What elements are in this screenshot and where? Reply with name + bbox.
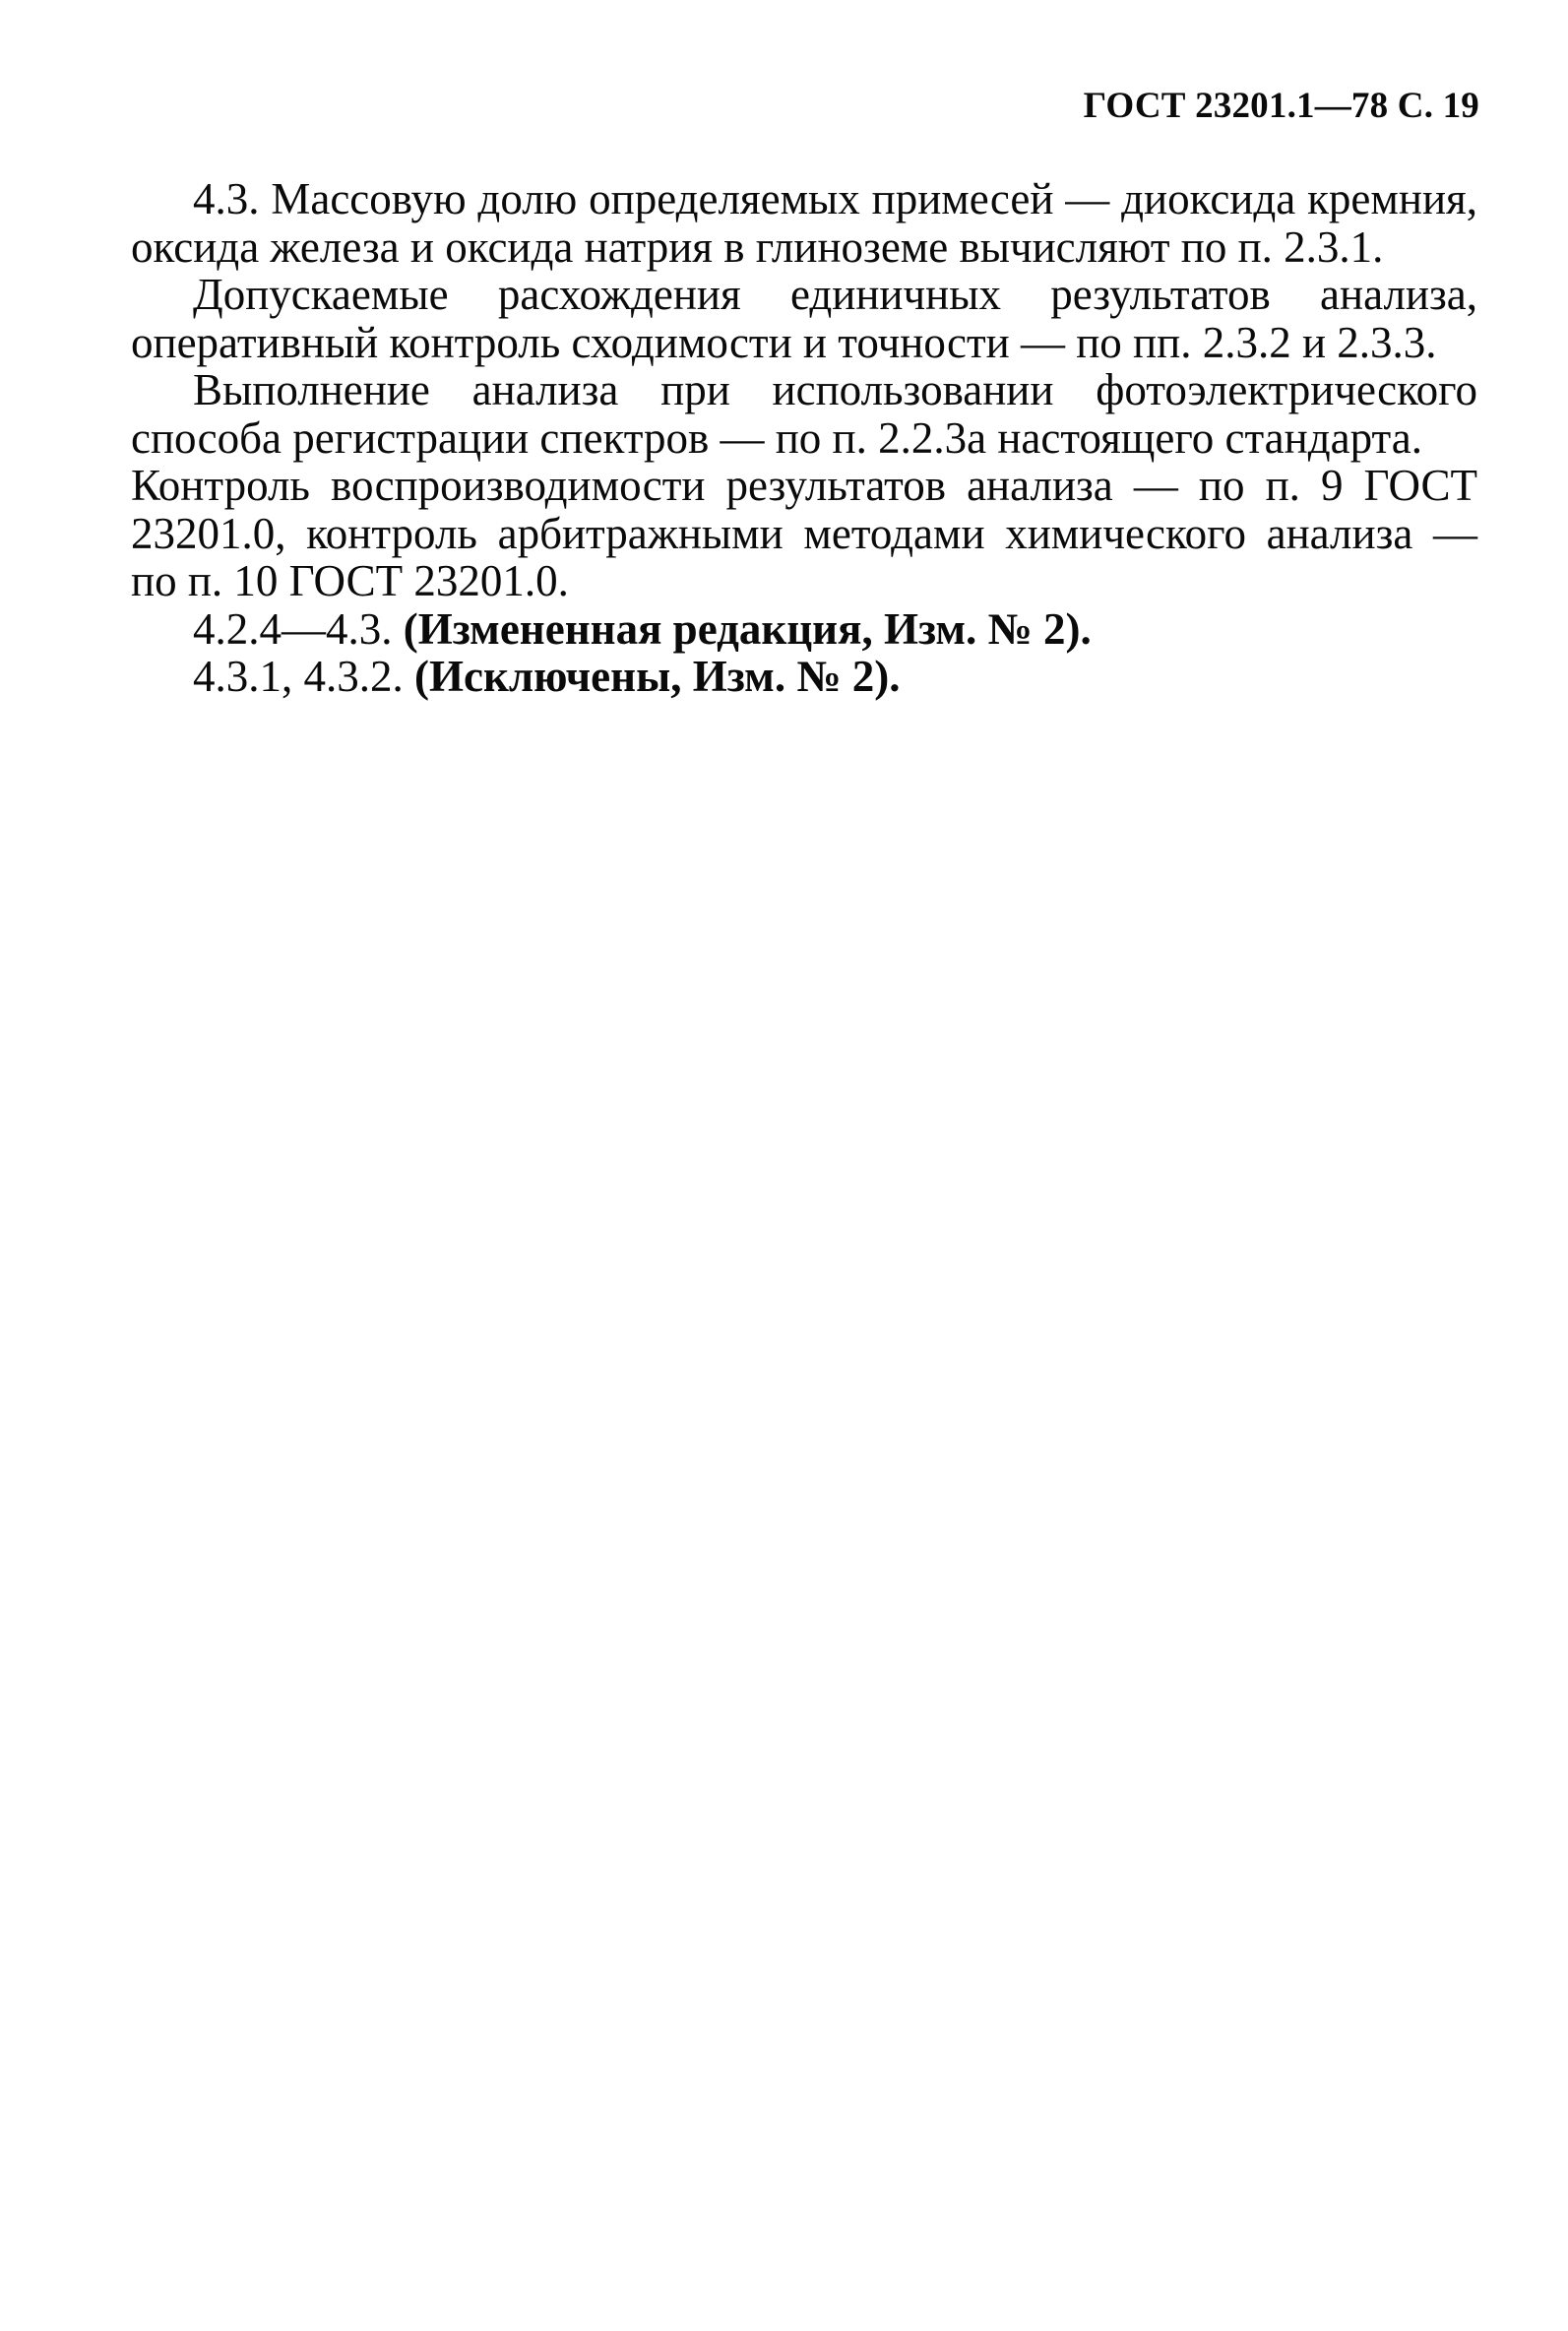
excluded-note: (Исключены, Изм. № 2).	[414, 652, 901, 701]
amendment-note: (Измененная редакция, Изм. № 2).	[403, 603, 1092, 654]
running-head: ГОСТ 23201.1—78 С. 19	[1083, 86, 1479, 126]
paragraph-amendment-4-3-1	[131, 653, 1477, 701]
paragraph-amendment-4-2-4	[131, 605, 1477, 654]
amendment-clause-ref: 4.2.4—4.3.	[193, 603, 404, 654]
paragraph-tolerances: Допускаемые расхождения единичных результатов анализа, оперативный контроль сходимости и точности — по пп. 2.3.2 и 2.3.3.	[131, 270, 1477, 367]
excluded-clause-ref: 4.3.1, 4.3.2.	[193, 652, 414, 701]
paragraph-reproducibility: Контроль воспроизводимости результатов анализа — по п. 9 ГОСТ 23201.0, контроль арбитражными методами химического анализа — по п. 10 ГОСТ 23201.0.	[131, 461, 1477, 605]
paragraph-photoelectric: Выполнение анализа при использовании фотоэлектрического способа регистрации спектров — по п. 2.2.3а настоящего стандарта.	[131, 365, 1477, 463]
paragraph-4-3: 4.3. Массовую долю определяемых примесей — диоксида кремния, оксида железа и оксида натрия в глиноземе вычисляют по п. 2.3.1.	[131, 174, 1477, 272]
body-text	[131, 175, 1477, 701]
